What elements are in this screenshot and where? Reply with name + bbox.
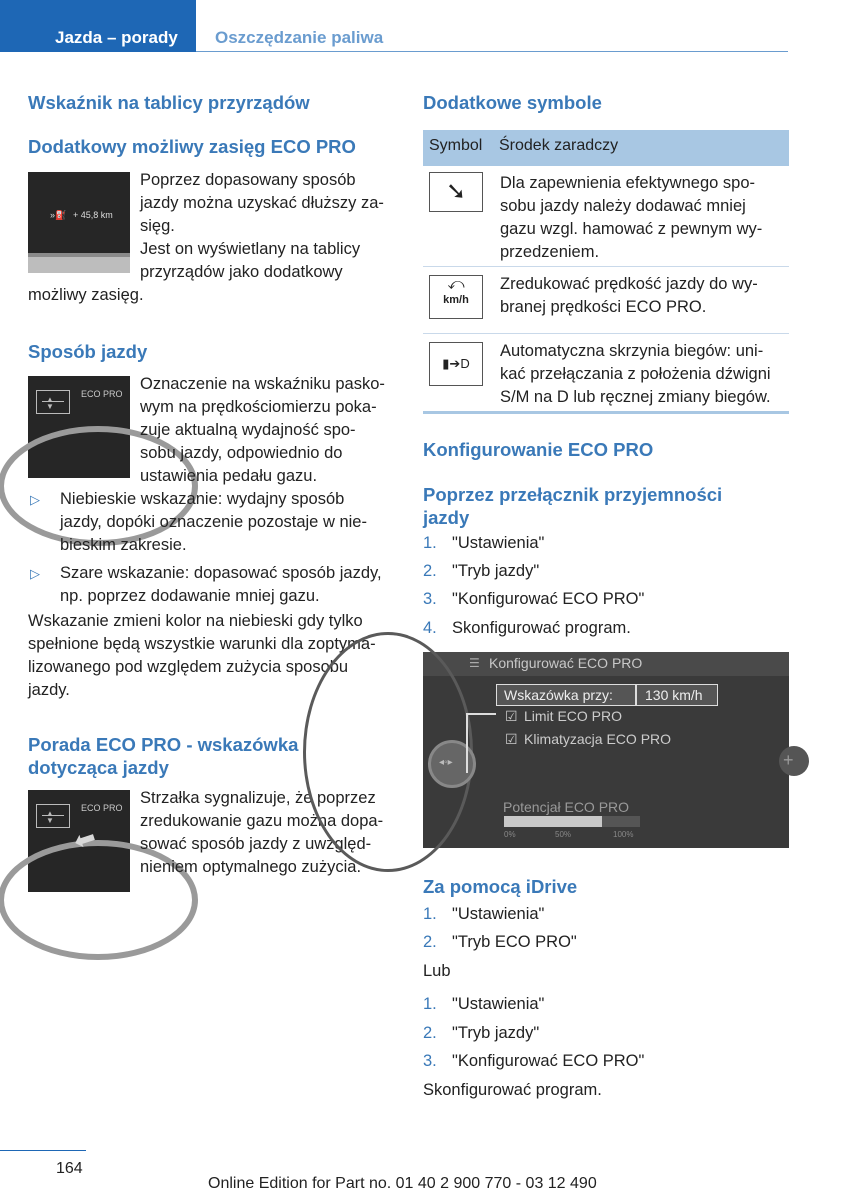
speed-icon-text: km/h: [443, 294, 469, 306]
text-line: sować sposób jazdy z uwzględ-: [140, 835, 372, 853]
driving-style-thumb-label: ECO PRO: [81, 389, 123, 399]
step-text: "Konfigurować ECO PRO": [452, 590, 645, 608]
text-line: Automatyczna skrzynia biegów: uni-: [500, 342, 764, 360]
eco-mode-icon: ▲ ▼: [36, 804, 70, 828]
footer-divider: [0, 1150, 86, 1151]
driving-style-thumbnail: [28, 376, 130, 478]
text-line: np. poprzez dodawanie mniej gazu.: [60, 587, 320, 605]
option-climate[interactable]: Klimatyzacja ECO PRO: [524, 731, 672, 747]
step-number: 2.: [423, 562, 437, 580]
step-number: 1.: [423, 534, 437, 552]
via-idrive-title: Za pomocą iDrive: [423, 876, 578, 897]
config-title: Konfigurowanie ECO PRO: [423, 439, 654, 460]
step-number: 3.: [423, 1052, 437, 1070]
potential-label: Potencjał ECO PRO: [503, 799, 630, 815]
screen-title: Konfigurować ECO PRO: [489, 655, 643, 671]
text-line: zredukowanie gazu można dopa-: [140, 812, 384, 830]
driving-style-text: [140, 373, 398, 488]
step-text: "Ustawienia": [452, 534, 545, 552]
text-line: gazu wzgl. hamować z pewnym wy-: [500, 220, 763, 238]
eco-mode-icon: ▲ ▼: [36, 390, 70, 414]
text-line: kać przełączania z położenia dźwigni: [500, 365, 771, 383]
header-tab-inactive: Oszczędzanie paliwa: [215, 28, 384, 47]
eco-range-thumb-text: + 45,8 km: [73, 210, 113, 220]
text-line: sobu jazdy należy dodawać mniej: [500, 197, 746, 215]
checkbox-checked-icon[interactable]: ☑: [505, 708, 518, 724]
eco-range-thumbnail: [28, 172, 130, 273]
text-line: Szare wskazanie: dopasować sposób jazdy,: [60, 564, 382, 582]
eco-range-title: Dodatkowy możliwy zasięg ECO PRO: [28, 136, 356, 157]
potential-tick-50: 50%: [555, 830, 572, 839]
fuel-pump-icon: »⛽: [50, 210, 67, 220]
tip-thumb-label: ECO PRO: [81, 803, 123, 813]
step-text: Skonfigurować program.: [452, 619, 631, 637]
text-line: ustawienia pedału gazu.: [140, 467, 318, 485]
potential-bar: [504, 816, 640, 827]
step-text: "Konfigurować ECO PRO": [452, 1052, 645, 1070]
header-action: Środek zaradczy: [499, 137, 619, 154]
step-text: "Ustawienia": [452, 995, 545, 1013]
text-line: Niebieskie wskazanie: wydajny sposób: [60, 490, 345, 508]
bullet-triangle-icon: ▷: [30, 492, 40, 507]
hint-value: 130 km/h: [645, 687, 703, 703]
text-line: zuje aktualną wydajność spo-: [140, 421, 356, 439]
text-line: jazdy można uzyskać dłuższy za-: [140, 194, 384, 212]
gear-lever-icon: ▮➔D: [429, 342, 483, 386]
symbols-title: Dodatkowe symbole: [423, 92, 602, 113]
symbols-row: [423, 166, 789, 267]
text-line: wym na prędkościomierzu poka-: [140, 398, 377, 416]
eco-range-tail: możliwy zasięg.: [28, 286, 144, 304]
step-number: 1.: [423, 995, 437, 1013]
header-divider: [196, 51, 788, 52]
text-line: nieniem optymalnego zużycia.: [140, 858, 362, 876]
controller-knob[interactable]: ◂◦▸: [428, 740, 476, 788]
symbols-table-header: [423, 130, 789, 166]
via-switch-title: [423, 483, 789, 529]
gear-icon-text: D: [460, 356, 470, 371]
text-line: przedzeniem.: [500, 243, 600, 261]
page-number: 164: [56, 1160, 83, 1177]
edition-text: Online Edition for Part no. 01 40 2 900 770 - 03 12 490: [208, 1175, 597, 1192]
potential-bar-fill: [504, 816, 602, 827]
text-line: sobu jazdy, odpowiednio do: [140, 444, 343, 462]
symbols-row: [423, 334, 789, 414]
text-line: S/M na D lub ręcznej zmiany biegów.: [500, 388, 771, 406]
checkbox-checked-icon[interactable]: ☑: [505, 731, 518, 747]
header-symbol: Symbol: [429, 137, 483, 154]
idrive-screen: [423, 652, 794, 848]
text-line: przyrządów jako dodatkowy: [140, 263, 343, 281]
text-line: Dla zapewnienia efektywnego spo-: [500, 174, 755, 192]
text-line: sięg.: [140, 217, 175, 235]
text-line: Poprzez dopasowany sposób: [140, 171, 356, 189]
symbols-row: [423, 267, 789, 334]
bullet-triangle-icon: ▷: [30, 566, 40, 581]
potential-tick-100: 100%: [613, 830, 634, 839]
driving-style-title: Sposób jazdy: [28, 341, 148, 362]
text-line: Jest on wyświetlany na tablicy: [140, 240, 361, 258]
tip-thumbnail: [28, 790, 130, 892]
text-line: jazdy.: [28, 681, 70, 699]
settings-list-icon: ☰: [469, 656, 480, 670]
step-number: 1.: [423, 905, 437, 923]
text-line: spełnione będą wszystkie warunki dla zoptyma-: [28, 635, 376, 653]
text-line: Zredukować prędkość jazdy do wy-: [500, 275, 758, 293]
hint-label: Wskazówka przy:: [504, 687, 613, 703]
step-number: 2.: [423, 1024, 437, 1042]
plus-icon[interactable]: +: [779, 746, 809, 776]
or-text: Lub: [423, 962, 451, 980]
option-limit[interactable]: Limit ECO PRO: [524, 708, 623, 724]
symbols-row-text: [500, 273, 758, 319]
text-line: Wskazanie zmieni kolor na niebieski gdy tylko: [28, 612, 363, 630]
symbols-row-text: [500, 172, 762, 264]
symbols-row-text: [500, 340, 771, 409]
potential-tick-0: 0%: [504, 830, 516, 839]
foot-off-pedal-icon: ➘: [429, 172, 483, 212]
step-number: 3.: [423, 590, 437, 608]
title-line: Porada ECO PRO - wskazówka: [28, 734, 299, 755]
step-number: 2.: [423, 933, 437, 951]
speed-reduce-icon: ⤺ km/h: [429, 275, 483, 319]
header-tab-active-label: Jazda – porady: [55, 28, 178, 47]
final-step: Skonfigurować program.: [423, 1081, 602, 1099]
section-title-instrument: Wskaźnik na tablicy przyrządów: [28, 92, 310, 113]
step-text: "Ustawienia": [452, 905, 545, 923]
text-line: jazdy, dopóki oznaczenie pozostaje w nie-: [60, 513, 367, 531]
hint-speed-field[interactable]: [496, 684, 718, 706]
step-text: "Tryb ECO PRO": [452, 933, 577, 951]
eco-range-text: [140, 169, 398, 284]
text-line: branej prędkości ECO PRO.: [500, 298, 707, 316]
text-line: Strzałka sygnalizuje, że poprzez: [140, 789, 376, 807]
header-tab-active: [0, 0, 196, 52]
title-line: Poprzez przełącznik przyjemności: [423, 484, 723, 505]
text-line: bieskim zakresie.: [60, 536, 187, 554]
title-line: jazdy: [423, 507, 470, 528]
text-line: Oznaczenie na wskaźniku pasko-: [140, 375, 385, 393]
step-number: 4.: [423, 619, 437, 637]
arrow-left-icon: ⬅: [69, 821, 100, 857]
step-text: "Tryb jazdy": [452, 1024, 540, 1042]
text-line: lizowanego pod względem zużycia sposobu: [28, 658, 349, 676]
title-line: dotycząca jazdy: [28, 757, 169, 778]
step-text: "Tryb jazdy": [452, 562, 540, 580]
